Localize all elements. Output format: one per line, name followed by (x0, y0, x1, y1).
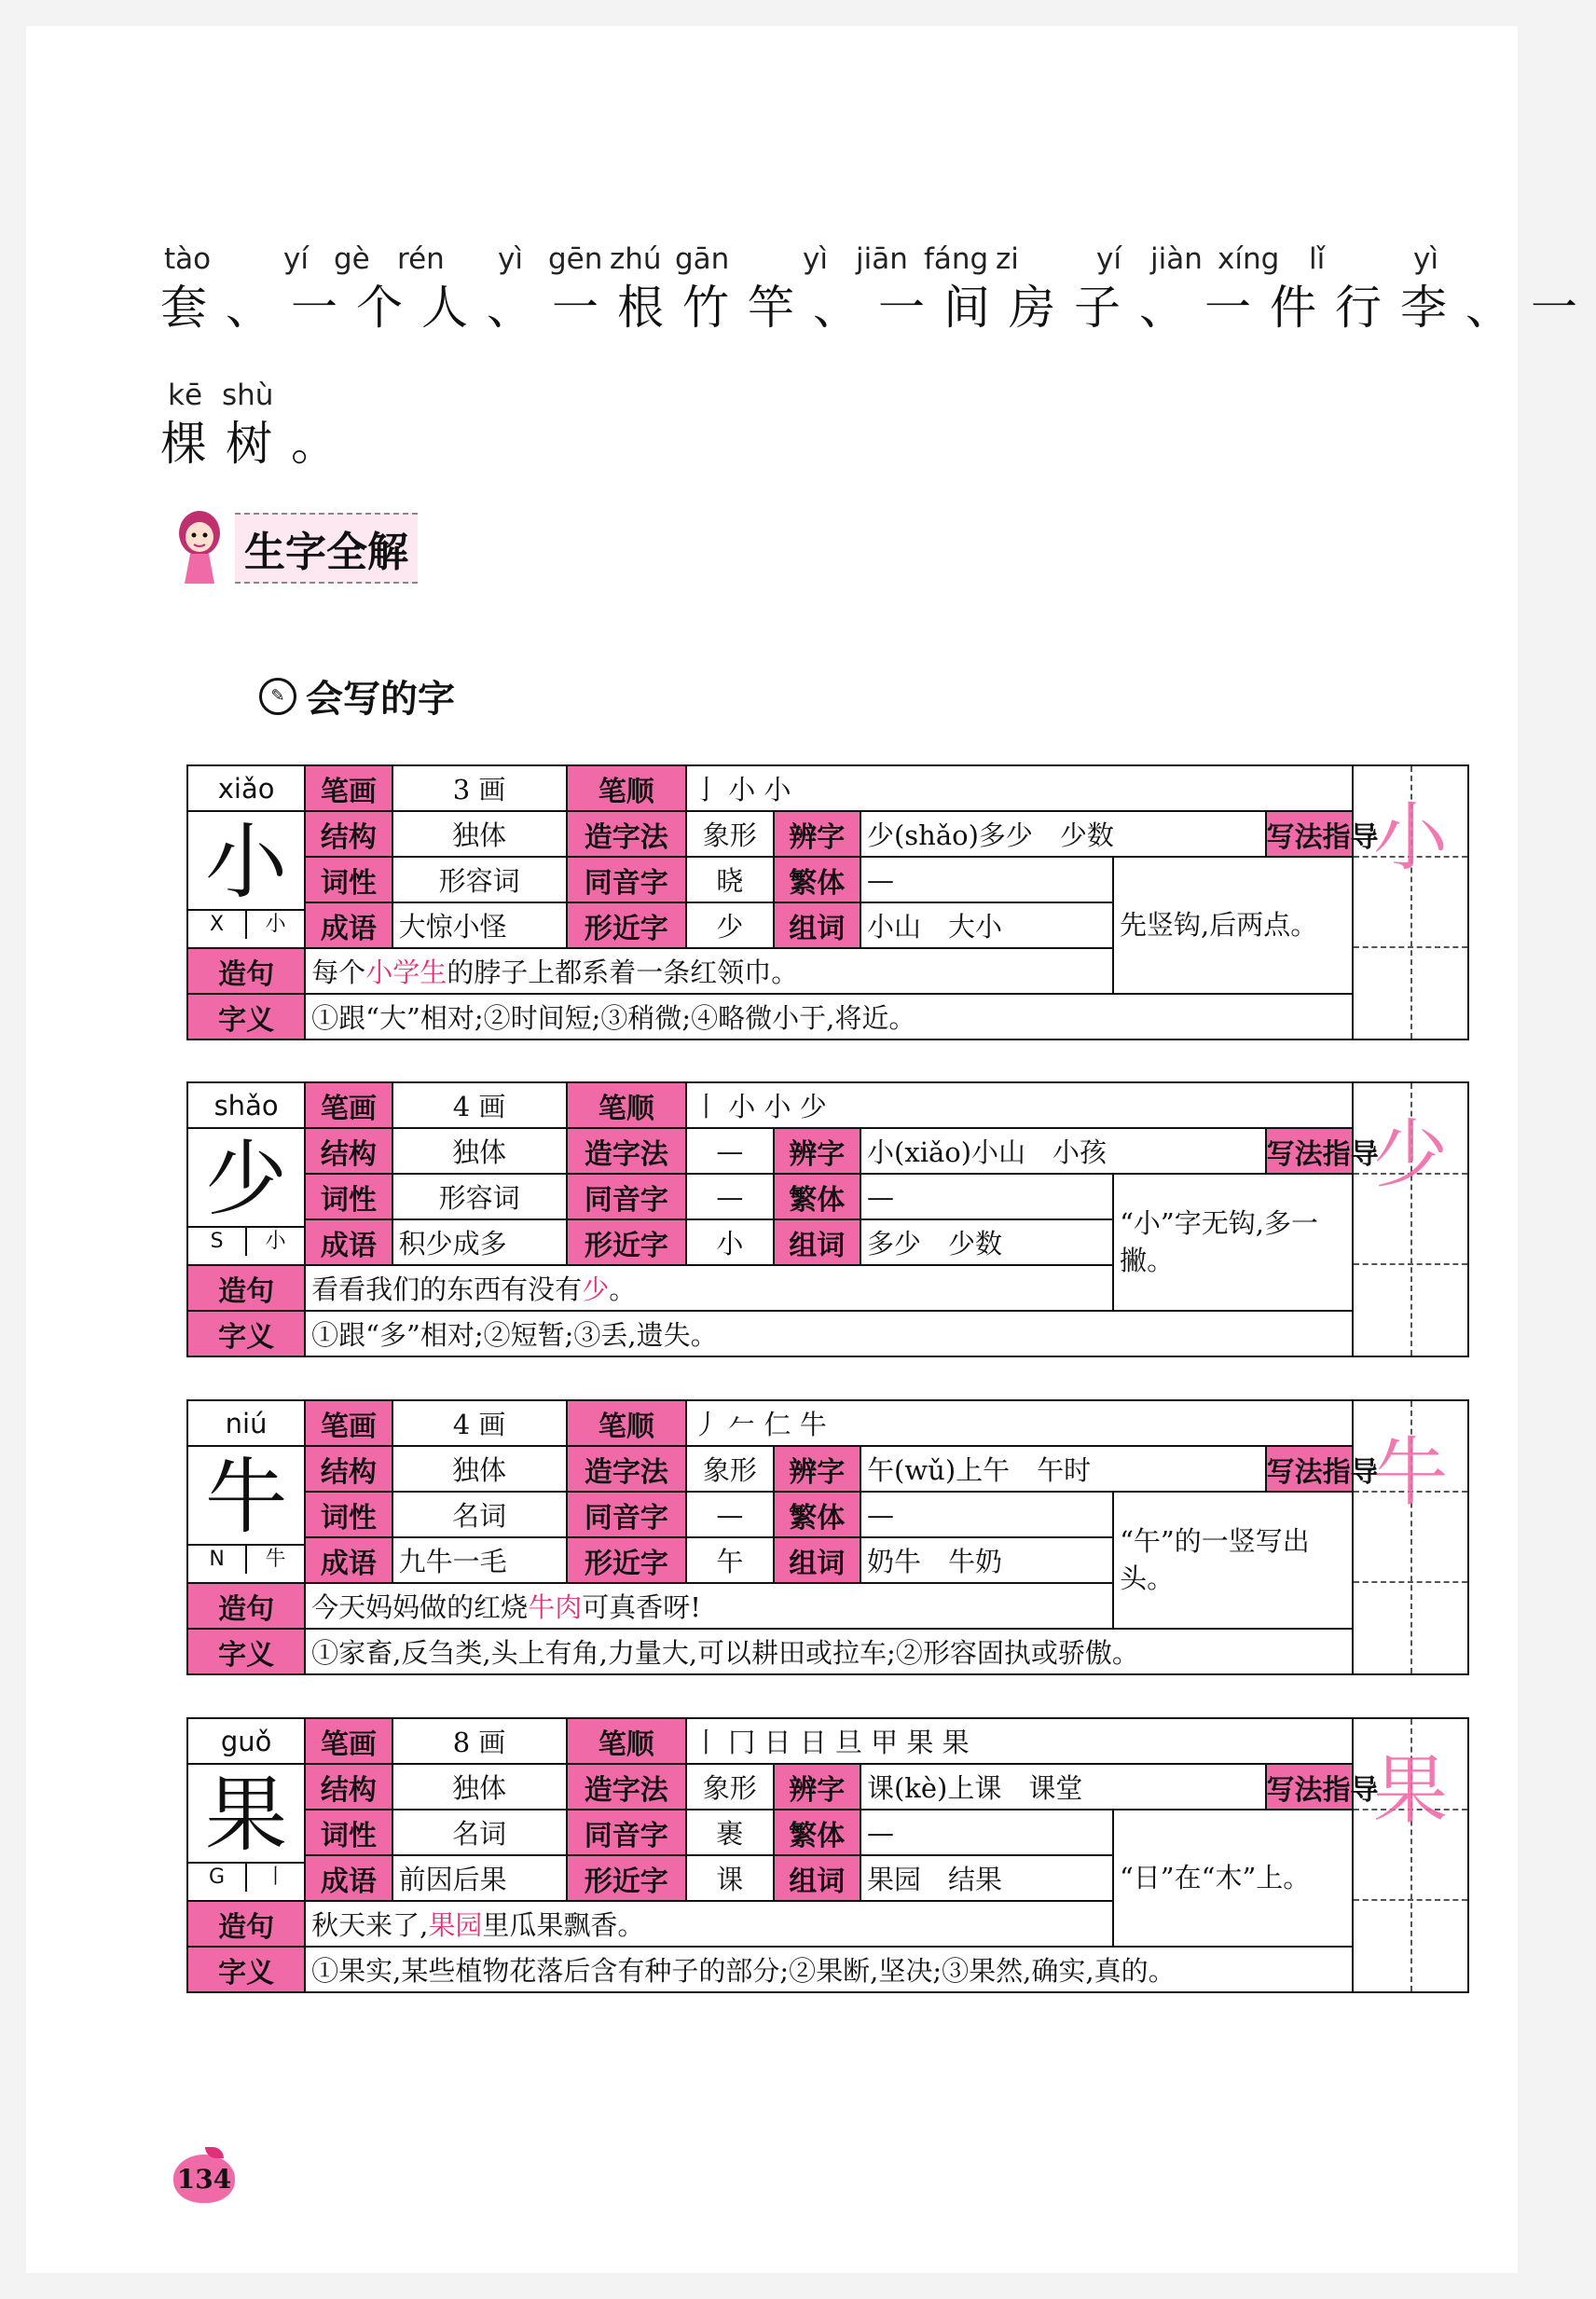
sentence-highlight: 少 (582, 1273, 610, 1305)
section-header (175, 516, 418, 581)
char-pinyin: shǎo (187, 1082, 305, 1128)
writing-guide: 先竖钩,后两点。 (1113, 857, 1353, 994)
label-pos: 词性 (305, 1492, 392, 1537)
label-sentence: 造句 (187, 948, 305, 994)
distinguish-value: 小(xiǎo)小山 小孩 (860, 1128, 1266, 1174)
label-structure: 结构 (305, 1128, 392, 1174)
idiom-value: 积少成多 (392, 1219, 567, 1265)
intro-text-line-1: 套、一个人、一根竹竿、一间房子、一件行李、一 (160, 281, 1596, 335)
big-char (187, 811, 305, 948)
pos-value: 名词 (392, 1492, 567, 1537)
writing-grid (1353, 1400, 1468, 1674)
traditional-value: — (860, 1174, 1113, 1219)
label-pos: 词性 (305, 1174, 392, 1219)
label-similar: 形近字 (567, 1537, 687, 1583)
index-letter: G (188, 1864, 247, 1892)
traditional-value: — (860, 857, 1113, 902)
label-sentence: 造句 (187, 1265, 305, 1311)
index-radical: 丨 (265, 1865, 286, 1889)
stroke-order: 丨 小 小 少 (686, 1082, 1353, 1128)
sentence (305, 948, 1113, 994)
tracing-char: 果 (1373, 1747, 1449, 1834)
sentence-text: 今天妈妈做的红烧 (311, 1591, 529, 1623)
pinyin: yí (283, 242, 309, 276)
big-char-glyph: 牛 (205, 1448, 288, 1545)
stroke-order: 丿 𠂉 仁 牛 (686, 1400, 1353, 1446)
label-structure: 结构 (305, 811, 392, 857)
label-similar: 形近字 (567, 1855, 687, 1901)
label-words: 组词 (774, 1219, 860, 1265)
similar-value: 小 (686, 1219, 773, 1265)
words-value: 果园 结果 (860, 1855, 1113, 1901)
label-homophone: 同音字 (567, 857, 687, 902)
sentence-text: 。 (609, 1273, 637, 1305)
writing-guide: “日”在“木”上。 (1113, 1810, 1353, 1947)
sentence-text: 看看我们的东西有没有 (311, 1273, 583, 1305)
structure-value: 独体 (392, 1128, 567, 1174)
index-letter-radical (188, 1544, 304, 1574)
label-guide: 写法指导 (1266, 811, 1354, 857)
label-meaning: 字义 (187, 1629, 305, 1674)
pinyin: yì (803, 242, 828, 276)
label-strokes: 笔画 (305, 1718, 392, 1764)
label-traditional: 繁体 (774, 1492, 860, 1537)
formation-value: 象形 (686, 811, 773, 857)
sentence-text: 里瓜果飘香。 (482, 1909, 645, 1941)
stroke-count: 4 画 (392, 1082, 567, 1128)
big-char (187, 1446, 305, 1583)
meaning: ①跟“大”相对;②时间短;③稍微;④略微小于,将近。 (305, 994, 1353, 1039)
pinyin: gān (675, 242, 730, 276)
label-pos: 词性 (305, 857, 392, 902)
pos-value: 名词 (392, 1810, 567, 1855)
girl-mascot-icon (175, 509, 224, 587)
pinyin: jiān (856, 242, 908, 276)
label-homophone: 同音字 (567, 1174, 687, 1219)
stroke-count: 3 画 (392, 765, 567, 811)
pinyin: rén (397, 242, 445, 276)
label-pos: 词性 (305, 1810, 392, 1855)
textbook-page (26, 26, 1596, 2273)
sub-heading-text: 会写的字 (306, 678, 455, 721)
pinyin: yì (1413, 242, 1438, 276)
idiom-value: 大惊小怪 (392, 902, 567, 948)
sentence-highlight: 果园 (428, 1909, 483, 1941)
label-formation: 造字法 (567, 811, 687, 857)
sub-heading (259, 669, 455, 723)
traditional-value: — (860, 1492, 1113, 1537)
index-radical: 小 (265, 912, 286, 936)
writing-grid (1353, 1718, 1468, 1992)
label-distinguish: 辨字 (774, 811, 860, 857)
label-strokes: 笔画 (305, 1082, 392, 1128)
index-letter: S (188, 1228, 247, 1256)
sentence (305, 1901, 1113, 1947)
char-pinyin: guǒ (187, 1718, 305, 1764)
label-guide: 写法指导 (1266, 1128, 1353, 1174)
meaning: ①跟“多”相对;②短暂;③丢,遗失。 (305, 1311, 1353, 1356)
pinyin: lǐ (1309, 242, 1326, 276)
label-structure: 结构 (305, 1764, 392, 1810)
label-sentence: 造句 (187, 1901, 305, 1947)
pinyin: zi (996, 242, 1019, 276)
label-similar: 形近字 (567, 902, 687, 948)
char-pinyin: niú (187, 1400, 305, 1446)
sentence (305, 1583, 1113, 1629)
pinyin: gēn (548, 242, 603, 276)
label-strokes: 笔画 (305, 1400, 392, 1446)
idiom-value: 九牛一毛 (392, 1537, 567, 1583)
label-traditional: 繁体 (774, 1810, 860, 1855)
character-table (186, 764, 1469, 1040)
character-table (186, 1399, 1469, 1675)
big-char (187, 1128, 305, 1265)
pos-value: 形容词 (392, 857, 567, 902)
label-formation: 造字法 (567, 1446, 687, 1492)
formation-value: 象形 (686, 1446, 773, 1492)
label-traditional: 繁体 (774, 857, 860, 902)
sentence-text: 秋天来了, (311, 1909, 429, 1941)
stroke-order: 亅 小 小 (686, 765, 1353, 811)
formation-value: 象形 (686, 1764, 773, 1810)
writing-grid (1353, 765, 1468, 1039)
label-words: 组词 (774, 1537, 860, 1583)
stroke-order: 丨 冂 日 日 旦 甲 果 果 (686, 1718, 1353, 1764)
tracing-char: 牛 (1373, 1429, 1449, 1516)
label-traditional: 繁体 (774, 1174, 860, 1219)
pinyin: zhú (610, 242, 662, 276)
writing-grid (1353, 1082, 1468, 1356)
big-char-glyph: 少 (205, 1130, 288, 1227)
similar-value: 午 (686, 1537, 773, 1583)
traditional-value: — (860, 1810, 1113, 1855)
character-table (186, 1717, 1469, 1993)
structure-value: 独体 (392, 1764, 567, 1810)
label-strokes: 笔画 (305, 765, 392, 811)
label-idiom: 成语 (305, 1855, 392, 1901)
label-idiom: 成语 (305, 1537, 392, 1583)
bullet-icon: ✎ (259, 678, 296, 715)
meaning: ①果实,某些植物花落后含有种子的部分;②果断,坚决;③果然,确实,真的。 (305, 1947, 1353, 1992)
writing-guide: “午”的一竖写出头。 (1113, 1492, 1353, 1629)
page-number (173, 2147, 239, 2203)
index-radical: 小 (265, 1229, 286, 1253)
stroke-count: 4 画 (392, 1400, 567, 1446)
label-distinguish: 辨字 (774, 1128, 860, 1174)
big-char (187, 1764, 305, 1901)
sentence-text: 可真香呀! (582, 1591, 701, 1623)
section-title: 生字全解 (235, 513, 418, 584)
homophone-value: 裹 (686, 1810, 773, 1855)
index-letter-radical (188, 1226, 304, 1256)
structure-value: 独体 (392, 811, 567, 857)
label-formation: 造字法 (567, 1764, 687, 1810)
similar-value: 少 (686, 902, 773, 948)
tracing-char: 小 (1373, 794, 1449, 881)
label-meaning: 字义 (187, 1311, 305, 1356)
homophone-value: 晓 (686, 857, 773, 902)
label-order: 笔顺 (567, 1082, 687, 1128)
words-value: 小山 大小 (860, 902, 1113, 948)
index-letter-radical (188, 1862, 304, 1892)
formation-value: — (686, 1128, 773, 1174)
label-distinguish: 辨字 (774, 1446, 860, 1492)
pinyin: shù (222, 379, 274, 412)
big-char-glyph: 果 (205, 1766, 288, 1863)
page-number-text: 134 (176, 2164, 232, 2195)
char-pinyin: xiǎo (187, 765, 305, 811)
intro-text-line-2: 棵树。 (160, 417, 356, 471)
label-idiom: 成语 (305, 1219, 392, 1265)
similar-value: 课 (686, 1855, 773, 1901)
character-table (186, 1081, 1469, 1357)
label-meaning: 字义 (187, 994, 305, 1039)
index-letter-radical (188, 909, 304, 939)
idiom-value: 前因后果 (392, 1855, 567, 1901)
label-formation: 造字法 (567, 1128, 687, 1174)
homophone-value: — (686, 1174, 773, 1219)
pos-value: 形容词 (392, 1174, 567, 1219)
words-value: 奶牛 牛奶 (860, 1537, 1113, 1583)
pinyin: yì (498, 242, 523, 276)
pinyin: xíng (1218, 242, 1280, 276)
label-order: 笔顺 (567, 765, 687, 811)
sentence-text: 每个 (311, 957, 366, 988)
distinguish-value: 少(shǎo)多少 少数 (860, 811, 1266, 857)
label-homophone: 同音字 (567, 1810, 687, 1855)
label-guide: 写法指导 (1266, 1764, 1354, 1810)
label-structure: 结构 (305, 1446, 392, 1492)
big-char-glyph: 小 (205, 813, 288, 910)
label-homophone: 同音字 (567, 1492, 687, 1537)
label-order: 笔顺 (567, 1400, 687, 1446)
label-sentence: 造句 (187, 1583, 305, 1629)
sentence-highlight: 牛肉 (528, 1591, 583, 1623)
pinyin: tào (164, 242, 212, 276)
distinguish-value: 课(kè)上课 课堂 (860, 1764, 1266, 1810)
pinyin: yí (1096, 242, 1121, 276)
stroke-count: 8 画 (392, 1718, 567, 1764)
label-order: 笔顺 (567, 1718, 687, 1764)
pinyin: kē (168, 379, 203, 412)
pinyin: jiàn (1150, 242, 1203, 276)
tracing-char: 少 (1373, 1111, 1449, 1198)
pinyin: gè (334, 242, 370, 276)
writing-guide: “小”字无钩,多一撇。 (1113, 1174, 1353, 1311)
homophone-value: — (686, 1492, 773, 1537)
label-idiom: 成语 (305, 902, 392, 948)
index-letter: N (188, 1546, 247, 1574)
index-letter: X (188, 911, 247, 939)
distinguish-value: 午(wǔ)上午 午时 (860, 1446, 1266, 1492)
sentence-text: 的脖子上都系着一条红领巾。 (447, 957, 799, 988)
label-meaning: 字义 (187, 1947, 305, 1992)
label-distinguish: 辨字 (774, 1764, 860, 1810)
meaning: ①家畜,反刍类,头上有角,力量大,可以耕田或拉车;②形容固执或骄傲。 (305, 1629, 1353, 1674)
structure-value: 独体 (392, 1446, 567, 1492)
words-value: 多少 少数 (860, 1219, 1113, 1265)
sentence-highlight: 小学生 (365, 957, 447, 988)
label-words: 组词 (774, 1855, 860, 1901)
index-radical: 牛 (265, 1547, 286, 1571)
pinyin: fáng (924, 242, 989, 276)
label-words: 组词 (774, 902, 860, 948)
label-similar: 形近字 (567, 1219, 687, 1265)
sentence (305, 1265, 1113, 1311)
label-guide: 写法指导 (1266, 1446, 1353, 1492)
